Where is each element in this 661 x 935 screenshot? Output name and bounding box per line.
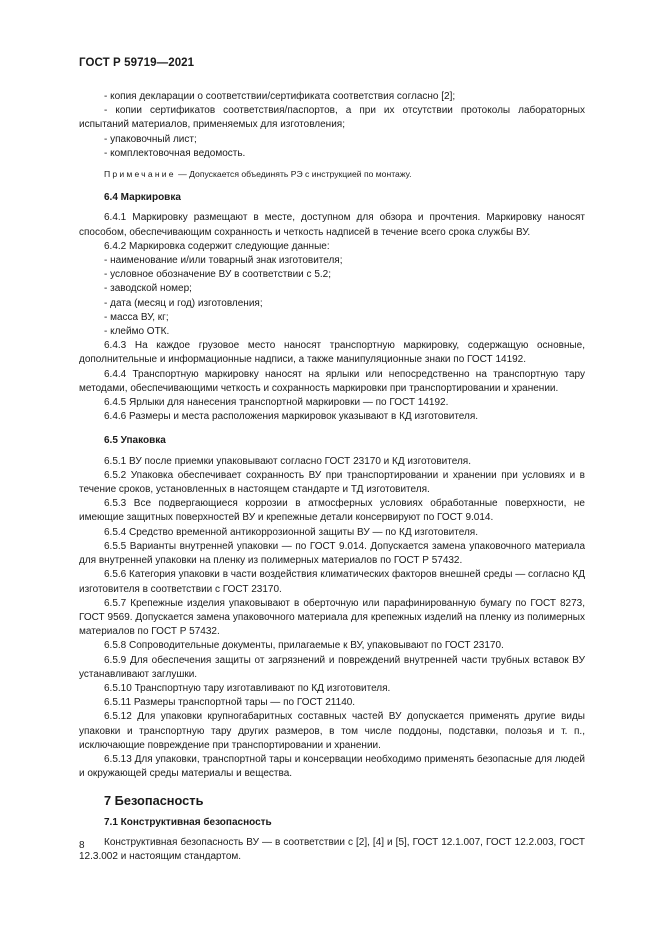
paragraph: 6.5.9 Для обеспечения защиты от загрязнений и повреждений внутренней части трубных вставок ВУ устанавливают заглушки. bbox=[79, 654, 585, 680]
paragraph: 6.4.4 Транспортную маркировку наносят на ярлыки или непосредственно на транспортную тару методами, обеспечивающими четкость и сохранность маркировки при транспортировании и хранении. bbox=[79, 368, 585, 394]
paragraph: 6.5.5 Варианты внутренней упаковки — по ГОСТ 9.014. Допускается замена упаковочного материала для внутренней упаковки на пленку из полимерных материалов по ГОСТ Р 57432. bbox=[79, 540, 585, 567]
note-label: Примечание bbox=[104, 169, 176, 180]
paragraph: 6.4.6 Размеры и места расположения маркировок указывают в КД изготовителя. bbox=[104, 411, 479, 423]
list-item: - упаковочный лист; bbox=[104, 133, 197, 145]
list-item: - копии сертификатов соответствия/паспортов, а при их отсутствии протоколы лабораторных испытаний материалов, применяемых для изготовления; bbox=[79, 105, 585, 131]
page-content bbox=[79, 90, 585, 864]
paragraph: 6.5.11 Размеры транспортной тары — по ГОСТ 21140. bbox=[104, 697, 356, 709]
list-item: - наименование и/или товарный знак изготовителя; bbox=[104, 255, 343, 267]
section-heading-7-1: 7.1 Конструктивная безопасность bbox=[104, 816, 272, 828]
list-item: - масса ВУ, кг; bbox=[104, 311, 169, 323]
list-item: - клеймо ОТК. bbox=[104, 326, 170, 338]
note bbox=[79, 167, 585, 181]
paragraph: Конструктивная безопасность ВУ — в соответствии с [2], [4] и [5], ГОСТ 12.1.007, ГОСТ 12.2.003, ГОСТ 12.3.002 и настоящим стандартом. bbox=[79, 836, 585, 862]
section-heading-7: 7 Безопасность bbox=[104, 793, 204, 809]
section-heading-6-5: 6.5 Упаковка bbox=[104, 435, 166, 447]
paragraph: 6.5.4 Средство временной антикоррозионной защиты ВУ — по КД изготовителя. bbox=[104, 526, 478, 538]
list-item: - дата (месяц и год) изготовления; bbox=[104, 297, 263, 309]
paragraph: 6.4.1 Маркировку размещают в месте, доступном для обзора и прочтения. Маркировку наносят способом, обеспечивающим сохранность и четкость надписей в течение всего срока службы ВУ. bbox=[79, 212, 585, 238]
paragraph: 6.4.3 На каждое грузовое место наносят транспортную маркировку, содержащую основные, дополнительные и информационные надписи, а также манипуляционные знаки по ГОСТ 14192. bbox=[79, 340, 585, 366]
paragraph: 6.5.12 Для упаковки крупногабаритных составных частей ВУ допускается применять другие виды упаковки и транспортную тару других размеров, в том числе поддоны, подставки, полозья и т. п., исключающие повреждение при транспортировании и хранении. bbox=[79, 711, 585, 751]
paragraph: 6.5.2 Упаковка обеспечивает сохранность ВУ при транспортировании и хранении при условиях и в течение сроков, установленных в настоящем стандарте и ТД изготовителя. bbox=[79, 469, 585, 496]
document-header: ГОСТ Р 59719—2021 bbox=[79, 57, 195, 69]
paragraph: 6.5.6 Категория упаковки в части воздействия климатических факторов внешней среды — согласно КД изготовителя в соответствии с ГОСТ 23170. bbox=[79, 569, 585, 595]
list-item: - условное обозначение ВУ в соответствии с 5.2; bbox=[104, 269, 332, 281]
paragraph: 6.5.10 Транспортную тару изготавливают по КД изготовителя. bbox=[104, 682, 391, 694]
list-item: - копия декларации о соответствии/сертификата соответствия согласно [2]; bbox=[104, 91, 456, 102]
paragraph: 6.5.8 Сопроводительные документы, прилагаемые к ВУ, упаковывают по ГОСТ 23170. bbox=[104, 640, 504, 652]
paragraph: 6.5.7 Крепежные изделия упаковывают в оберточную или парафинированную бумагу по ГОСТ 8273, ГОСТ 9569. Допускается замена упаковочного материала для крепежных изделий на пленку из полимерных материалов по ГОСТ Р 57432. bbox=[79, 597, 585, 638]
paragraph: 6.5.3 Все подвергающиеся коррозии в атмосферных условиях обработанные поверхности, не имеющие защитных поверхностей ВУ и крепежные детали консервируют по ГОСТ 9.014. bbox=[79, 498, 585, 524]
paragraph: 6.5.13 Для упаковки, транспортной тары и консервации необходимо применять безопасные для людей и окружающей среды материалы и вещества. bbox=[79, 753, 585, 780]
paragraph: 6.4.5 Ярлыки для нанесения транспортной маркировки — по ГОСТ 14192. bbox=[104, 397, 449, 409]
section-heading-6-4: 6.4 Маркировка bbox=[104, 192, 181, 204]
note-text: — Допускается объединять РЭ с инструкцией по монтажу. bbox=[175, 169, 412, 180]
paragraph: 6.5.1 ВУ после приемки упаковывают согласно ГОСТ 23170 и КД изготовителя. bbox=[104, 455, 471, 467]
list-item: - комплектовочная ведомость. bbox=[104, 147, 246, 159]
paragraph: 6.4.2 Маркировка содержит следующие данные: bbox=[104, 240, 330, 252]
list-item: - заводской номер; bbox=[104, 283, 192, 295]
page-number: 8 bbox=[79, 840, 85, 851]
